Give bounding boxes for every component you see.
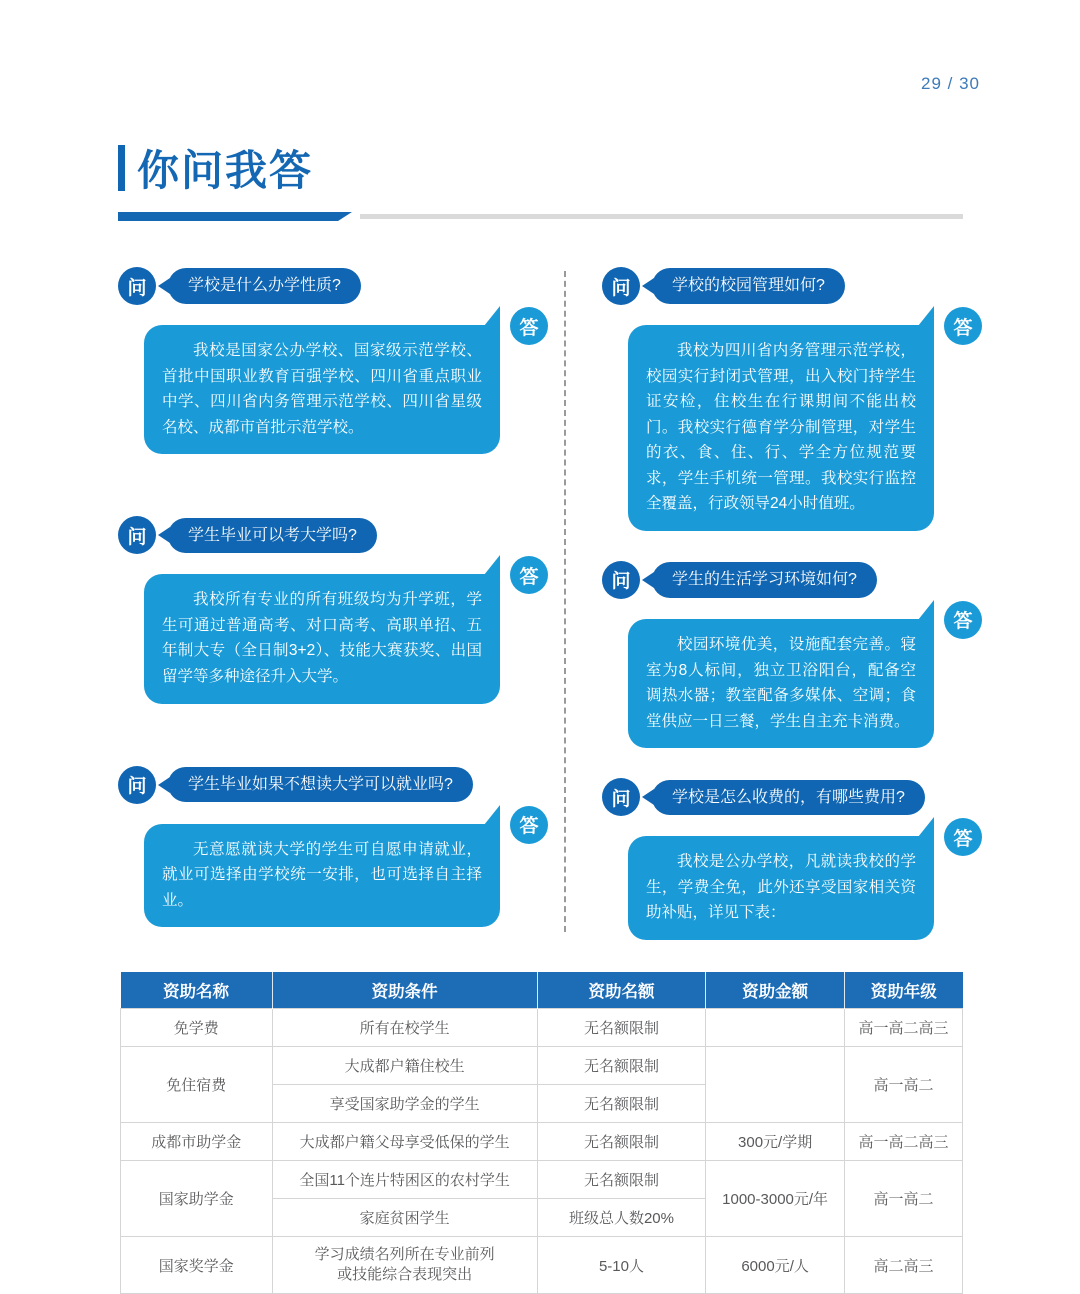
question-badge: 问 [118, 516, 156, 554]
cell-cond-line1: 学习成绩名列所在专业前列 [314, 1245, 495, 1263]
cell-amount [706, 1046, 845, 1122]
cell-name: 成都市助学金 [121, 1122, 273, 1160]
table-row [121, 1046, 963, 1084]
answer-row [118, 317, 548, 454]
qa-section [118, 267, 982, 940]
answer-bubble [628, 836, 934, 940]
answer-text: 无意愿就读大学的学生可自愿申请就业，就业可选择由学校统一安排，也可选择自主择业。 [162, 840, 482, 909]
qa-block-university-exam [118, 516, 548, 703]
question-bubble: 学校是怎么收费的，有哪些费用? [652, 780, 925, 815]
table-row [121, 1236, 963, 1294]
answer-bubble [144, 824, 500, 928]
answer-badge: 答 [944, 818, 982, 856]
cell-cond: 全国11个连片特困区的农村学生 [272, 1160, 537, 1198]
question-badge: 问 [602, 561, 640, 599]
question-row [602, 267, 982, 305]
answer-text: 我校是国家公办学校、国家级示范学校、首批中国职业教育百强学校、四川省重点职业中学、四川省内务管理示范学校、四川省星级名校、成都市首批示范学校。 [162, 342, 482, 436]
cell-quota: 无名额限制 [537, 1008, 705, 1046]
cell-amount: 300元/学期 [706, 1122, 845, 1160]
answer-text: 我校是公办学校，凡就读我校的学生，学费全免，此外还享受国家相关资助补贴，详见下表： [646, 853, 916, 922]
column-divider [564, 271, 566, 932]
header-aid-amount: 资助金额 [706, 972, 845, 1009]
header-aid-quota: 资助名额 [537, 972, 705, 1009]
cell-grade: 高二高三 [845, 1236, 963, 1294]
title-underline-blue [118, 212, 352, 221]
title-underline-gray [360, 214, 963, 219]
cell-name: 免学费 [121, 1008, 273, 1046]
answer-bubble [628, 325, 934, 531]
question-row [118, 516, 548, 554]
question-bubble: 学校是什么办学性质? [168, 268, 361, 303]
cell-quota: 班级总人数20% [537, 1198, 705, 1236]
question-row [118, 766, 548, 804]
cell-quota: 5-10人 [537, 1236, 705, 1294]
answer-badge: 答 [510, 556, 548, 594]
page-header [118, 138, 1080, 198]
question-bubble: 学生毕业如果不想读大学可以就业吗? [168, 767, 473, 802]
question-bubble: 学生毕业可以考大学吗? [168, 518, 377, 553]
funding-table-container [120, 972, 963, 1294]
qa-block-employment [118, 766, 548, 928]
header-aid-cond: 资助条件 [272, 972, 537, 1009]
cell-quota: 无名额限制 [537, 1160, 705, 1198]
page-number: 29 / 30 [921, 74, 980, 93]
cell-amount: 6000元/人 [706, 1236, 845, 1294]
answer-badge: 答 [510, 806, 548, 844]
answer-bubble [144, 574, 500, 703]
cell-name: 免住宿费 [121, 1046, 273, 1122]
cell-cond: 所有在校学生 [272, 1008, 537, 1046]
qa-block-living-environment [602, 561, 982, 748]
question-badge: 问 [118, 267, 156, 305]
question-bubble: 学生的生活学习环境如何? [652, 562, 877, 597]
title-underline [118, 212, 963, 221]
answer-bubble [628, 619, 934, 748]
cell-name: 国家奖学金 [121, 1236, 273, 1294]
answer-row [602, 611, 982, 748]
answer-row [602, 317, 982, 531]
funding-table [120, 972, 963, 1294]
cell-name: 国家助学金 [121, 1160, 273, 1236]
cell-grade: 高一高二 [845, 1160, 963, 1236]
cell-cond: 大成都户籍住校生 [272, 1046, 537, 1084]
cell-amount: 1000-3000元/年 [706, 1160, 845, 1236]
cell-cond-line2: 或技能综合表现突出 [337, 1266, 473, 1284]
question-row [602, 561, 982, 599]
question-row [602, 778, 982, 816]
cell-quota: 无名额限制 [537, 1084, 705, 1122]
cell-cond [272, 1236, 537, 1294]
cell-grade: 高一高二高三 [845, 1122, 963, 1160]
answer-text: 我校所有专业的所有班级均为升学班，学生可通过普通高考、对口高考、高职单招、五年制大专（全日制3+2）、技能大赛获奖、出国留学等多种途径升入大学。 [162, 591, 482, 685]
answer-text: 我校为四川省内务管理示范学校，校园实行封闭式管理，出入校门持学生证安检，住校生在行课期间不能出校门。我校实行德育学分制管理，对学生的衣、食、住、行、学全方位规范要求，学生手机统一管理。我校实行监控全覆盖，行政领导24小时值班。 [646, 342, 916, 513]
question-badge: 问 [602, 778, 640, 816]
qa-block-school-nature [118, 267, 548, 454]
table-header-row [121, 972, 963, 1009]
answer-text: 校园环境优美，设施配套完善。寝室为8人标间，独立卫浴阳台，配备空调热水器；教室配备多媒体、空调；食堂供应一日三餐，学生自主充卡消费。 [646, 635, 916, 730]
table-row [121, 1122, 963, 1160]
answer-row [602, 828, 982, 940]
title-accent-bar [118, 145, 125, 191]
qa-column-left [118, 267, 548, 940]
answer-row [118, 816, 548, 928]
answer-badge: 答 [944, 601, 982, 639]
cell-quota: 无名额限制 [537, 1122, 705, 1160]
question-badge: 问 [602, 267, 640, 305]
qa-block-campus-management [602, 267, 982, 531]
cell-cond: 家庭贫困学生 [272, 1198, 537, 1236]
qa-column-right [602, 267, 982, 940]
header-aid-grade: 资助年级 [845, 972, 963, 1009]
cell-grade: 高一高二高三 [845, 1008, 963, 1046]
qa-block-fees [602, 778, 982, 940]
table-row [121, 1008, 963, 1046]
answer-row [118, 566, 548, 703]
cell-cond: 大成都户籍父母享受低保的学生 [272, 1122, 537, 1160]
cell-grade: 高一高二 [845, 1046, 963, 1122]
answer-badge: 答 [510, 307, 548, 345]
cell-quota: 无名额限制 [537, 1046, 705, 1084]
answer-badge: 答 [944, 307, 982, 345]
question-badge: 问 [118, 766, 156, 804]
question-bubble: 学校的校园管理如何? [652, 268, 845, 303]
question-row [118, 267, 548, 305]
cell-amount [706, 1008, 845, 1046]
cell-cond: 享受国家助学金的学生 [272, 1084, 537, 1122]
answer-bubble [144, 325, 500, 454]
header-aid-name: 资助名称 [121, 972, 273, 1009]
table-row [121, 1160, 963, 1198]
page-title: 你问我答 [137, 147, 314, 194]
